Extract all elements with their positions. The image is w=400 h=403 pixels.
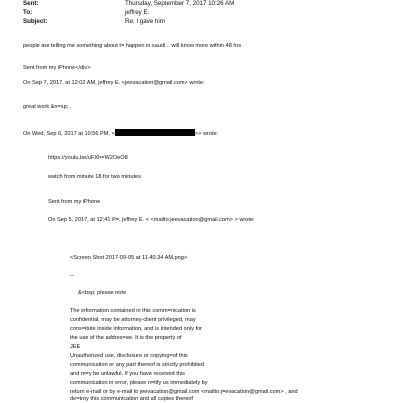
quote-text-1: great work &n=sp; .: [23, 104, 72, 110]
disclaimer-line: The information contained in this comm=nication is: [70, 308, 196, 314]
to-label: To:: [23, 9, 33, 16]
disclaimer-line: return e-mail or by e-mail to jeevacation@gmail.com <mailto:j=evacation@gmail.com> , and: [70, 389, 298, 395]
disclaimer-line: JEE: [70, 344, 81, 350]
quote-text-2: watch from minute 18 for two minutes: [48, 174, 141, 180]
signature-2: Sent from my iPhone: [48, 199, 101, 205]
quote-header-2: [23, 129, 218, 138]
sent-label: Sent:: [23, 0, 39, 7]
subject-value: Re: I gave him: [125, 18, 165, 25]
subject-label: Subject:: [23, 18, 48, 25]
disclaimer-line: and m=y be unlawful. If you have received this: [70, 371, 185, 377]
disclaimer-line: communication or any part thereof is strictly prohibited: [70, 362, 204, 368]
disclaimer-line: confidential, may be attorney-client privileged, may: [70, 317, 196, 323]
sent-value: Thursday, September 7, 2017 10:26 AM: [125, 0, 235, 7]
quote-header-2-suffix: >> wrote:: [194, 131, 219, 137]
disclaimer-line: cons=itute inside information, and is intended only for: [70, 326, 202, 332]
disclaimer-line: Unauthorized use, disclosure or copying=of this: [70, 353, 188, 359]
redaction-box: [115, 129, 195, 136]
please-note: &<bsp; please note: [78, 290, 127, 296]
to-value: jeffrey E.: [125, 9, 150, 16]
quote-header-3: On Sep 5, 2017, at 12:41 P=, jeffrey E. < <mailto:jeevacation@gmail.com> > wrote:: [48, 217, 255, 223]
message-text: people are telling me something about t= happen in saudi .. will know more within 48 hrs: [23, 43, 242, 49]
disclaimer-line: de=troy this communication and all copies thereof: [70, 396, 193, 402]
disclaimer-line: the use of the addres=ee. It is the property of: [70, 335, 182, 341]
disclaimer-line: communication in error, please n=tify us immediately by: [70, 380, 208, 386]
youtube-link[interactable]: https://youtu.be/uFXh=W2OeO8: [48, 155, 128, 161]
signature: Sent from my iPhone</div>: [23, 65, 91, 71]
quote-header-1: On Sep 7, 2017, at 12:02 AM, jeffrey E. <jeevacation@gmail.com> wrote:: [23, 80, 205, 86]
dashes: --: [70, 273, 74, 279]
quote-header-2-prefix: On Wed, Sep 6, 2017 at 10:56 PM, <: [23, 131, 115, 137]
attachment-name[interactable]: <Screen Shot 2017-09-05 at 11.40.34 AM.png>: [70, 255, 188, 261]
